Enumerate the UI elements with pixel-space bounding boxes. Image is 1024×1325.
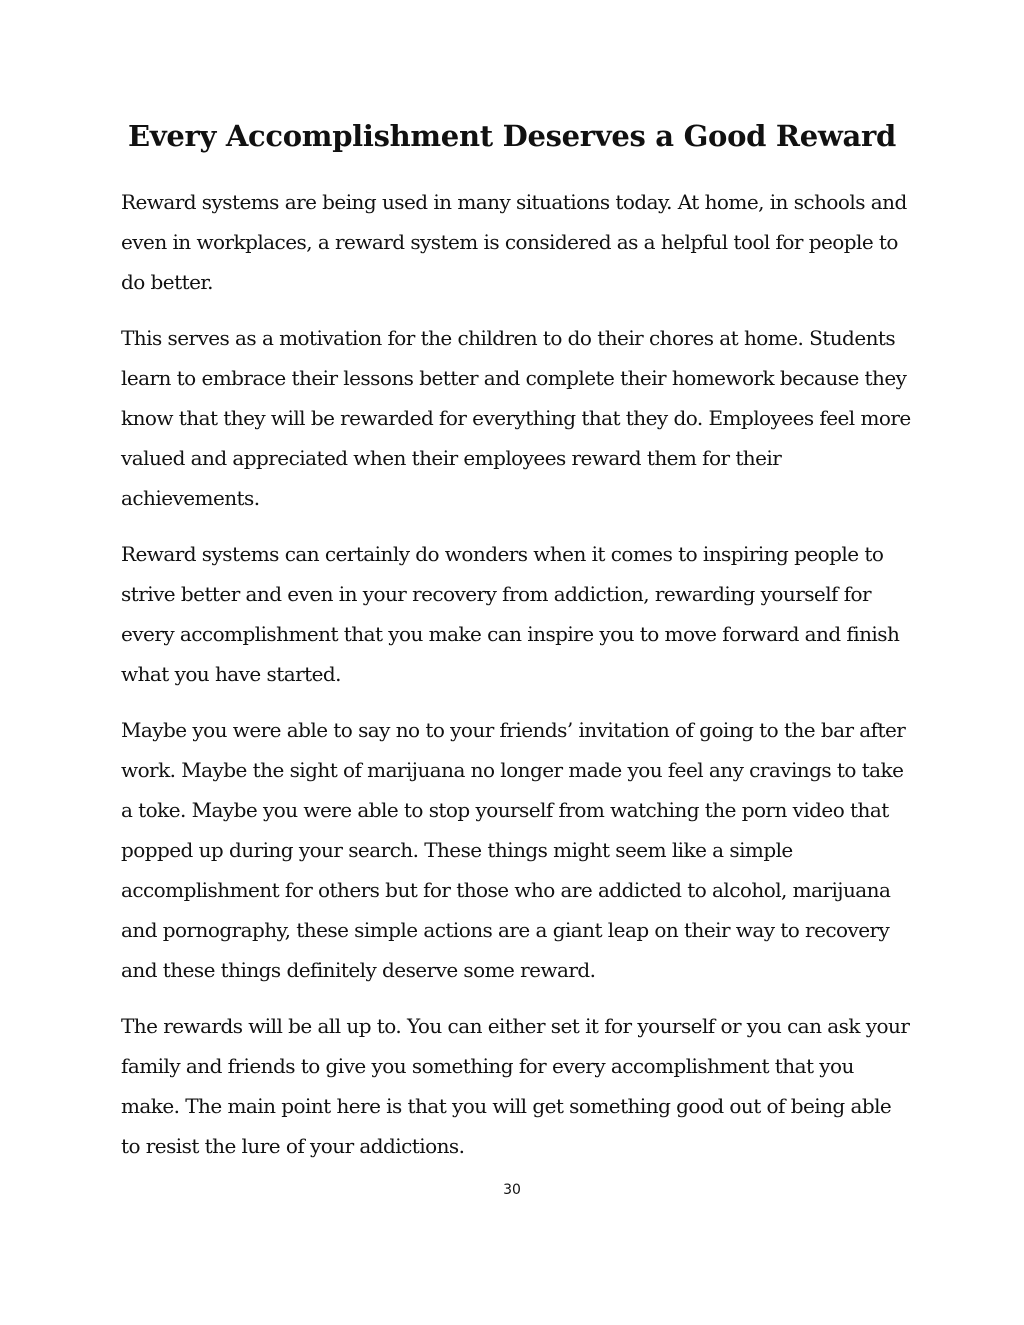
paragraph-4: Maybe you were able to say no to your friends’ invitation of going to the bar after work. Maybe the sight of marijuana no longer made you feel any cravings to take a toke. Maybe you were able to stop yourself from watching the porn video that popped up during your search. These things might seem like a simple accomplishment for others but for those who are addicted to alcohol, marijuana and pornography, these simple actions are a giant leap on their way to recovery and these things definitely deserve some reward. [121, 718, 906, 982]
paragraph-2: This serves as a motivation for the children to do their chores at home. Students learn to embrace their lessons better and complete their homework because they know that they will be rewarded for everything that they do. Employees feel more valued and appreciated when their employees reward them for their achievements. [121, 326, 911, 510]
paragraph-3: Reward systems can certainly do wonders when it comes to inspiring people to strive better and even in your recovery from addiction, rewarding yourself for every accomplishment that you make can inspire you to move forward and finish what you have started. [121, 542, 900, 686]
paragraph-1: Reward systems are being used in many situations today. At home, in schools and even in workplaces, a reward system is considered as a helpful tool for people to do better. [121, 190, 907, 294]
body-text [121, 182, 911, 1182]
page-title: Every Accomplishment Deserves a Good Reward [128, 119, 896, 153]
paragraph-5: The rewards will be all up to. You can either set it for yourself or you can ask your family and friends to give you something for every accomplishment that you make. The main point here is that you will get something good out of being able to resist the lure of your addictions. [121, 1014, 910, 1158]
page-number: 30 [503, 1182, 521, 1198]
